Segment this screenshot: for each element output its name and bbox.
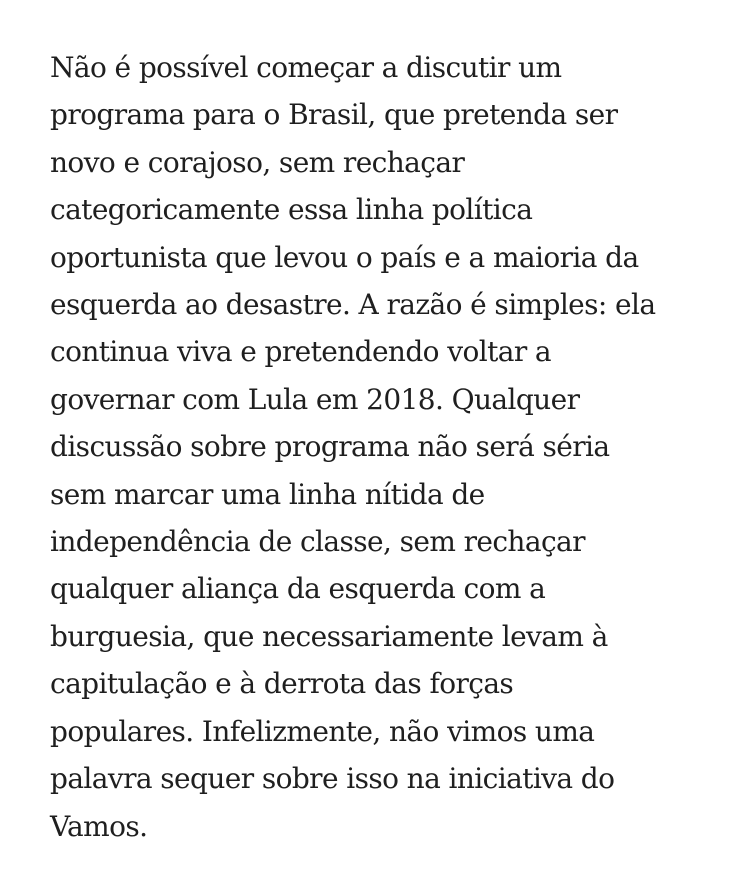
paragraph-line: qualquer aliança da esquerda com a [50, 572, 546, 606]
paragraph-line: continua viva e pretendendo voltar a [50, 335, 551, 369]
paragraph-line: esquerda ao desastre. A razão é simples: ela [50, 288, 656, 322]
paragraph-line: discussão sobre programa não será séria [50, 430, 610, 464]
paragraph-line: populares. Infelizmente, não vimos uma [50, 714, 595, 748]
paragraph-line: capitulação e à derrota das forças [50, 667, 514, 701]
article-paragraph [50, 44, 740, 850]
paragraph-line: oportunista que levou o país e a maioria da [50, 240, 639, 274]
paragraph-line: palavra sequer sobre isso na iniciativa do [50, 762, 615, 796]
paragraph-line: categoricamente essa linha política [50, 193, 533, 227]
paragraph-line: sem marcar uma linha nítida de [50, 477, 485, 511]
paragraph-line: independência de classe, sem rechaçar [50, 525, 585, 559]
paragraph-line: Não é possível começar a discutir um [50, 51, 562, 84]
paragraph-line: governar com Lula em 2018. Qualquer [50, 382, 580, 416]
paragraph-line: novo e corajoso, sem rechaçar [50, 145, 465, 179]
paragraph-line: Vamos. [50, 809, 148, 843]
paragraph-line: burguesia, que necessariamente levam à [50, 619, 608, 653]
paragraph-line: programa para o Brasil, que pretenda ser [50, 98, 618, 132]
